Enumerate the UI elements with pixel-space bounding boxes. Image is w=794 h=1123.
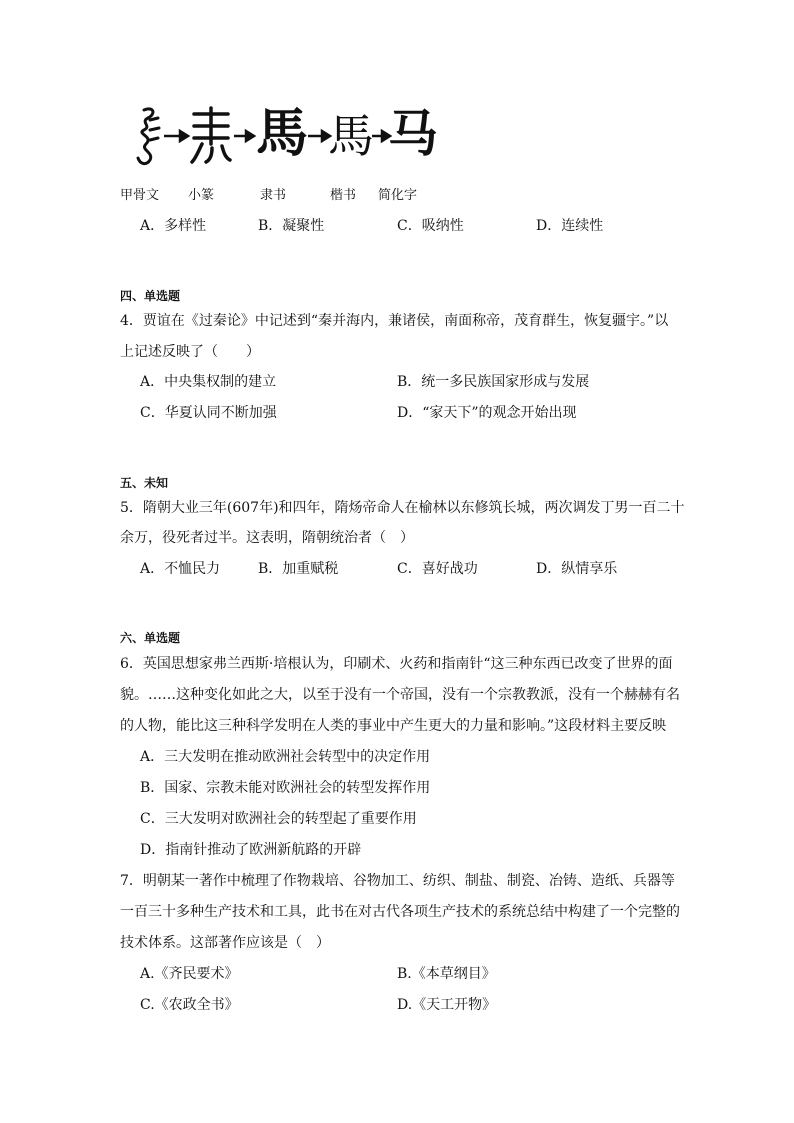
q3-option-d[interactable]: D．连续性 [536,218,604,234]
section-heading: 五、未知 [120,476,169,490]
q4-option-c[interactable]: C．华夏认同不断加强 [140,405,277,421]
q6-option-b[interactable]: B．国家、宗教未能对欧洲社会的转型发挥作用 [140,780,431,796]
simplified-char: 马 [388,104,438,163]
q7-stem-line: 一百三十多种生产技术和工具，此书在对古代各项生产技术的系统总结中构建了一个完整的 [120,904,680,920]
regular-script-char: 馬 [328,109,374,163]
q5-option-b[interactable]: B．加重赋税 [258,561,339,577]
q5-option-d[interactable]: D．纵情享乐 [536,561,618,577]
q7-option-d[interactable]: D.《天工开物》 [397,997,497,1013]
q4-stem-line: 上记述反映了（ ） [120,344,260,360]
q7-stem-line: 技术体系。这部著作应该是（ ） [120,935,330,951]
glyph-label: 隶书 [260,188,287,203]
glyph-label: 甲骨文 [120,188,160,203]
q5-stem-line: 5．隋朝大业三年(607年)和四年，隋炀帝命人在榆林以东修筑长城，两次调发丁男一百二十 [120,500,685,516]
q6-stem-line: 貌。……这种变化如此之大，以至于没有一个帝国，没有一个宗教教派，没有一个赫赫有名 [120,687,680,703]
q6-option-a[interactable]: A．三大发明在推动欧洲社会转型中的决定作用 [140,749,431,765]
q3-option-c[interactable]: C．吸纳性 [397,218,464,234]
q7-option-c[interactable]: C.《农政全书》 [140,997,239,1013]
q7-stem-line: 7．明朝某一著作中梳理了作物栽培、谷物加工、纺织、制盐、制瓷、冶铸、造纸、兵器等 [120,873,675,889]
q6-stem-line: 6．英国思想家弗兰西斯·培根认为，印刷术、火药和指南针“这三种东西已改变了世界的面 [120,656,673,672]
glyph-label: 楷书 [330,188,357,203]
q5-option-a[interactable]: A．不恤民力 [140,561,221,577]
section-heading: 四、单选题 [120,289,181,303]
q5-option-c[interactable]: C．喜好战功 [397,561,478,577]
q4-stem-line: 4．贾谊在《过秦论》中记述到“秦并海内，兼诸侯，南面称帝，茂育群生，恢复疆宇。”以 [120,313,669,329]
horse-character-evolution-figure [132,100,438,172]
q4-option-b[interactable]: B．统一多民族国家形成与发展 [397,374,590,390]
q5-stem-line: 余万，役死者过半。这表明，隋朝统治者（ ） [120,530,414,546]
q3-option-a[interactable]: A．多样性 [140,218,207,234]
q7-option-b[interactable]: B.《本草纲目》 [397,966,496,982]
glyph-label: 小篆 [188,188,215,203]
q3-option-b[interactable]: B．凝聚性 [258,218,325,234]
clerical-script-char: 馬 [256,103,309,164]
section-heading: 六、单选题 [120,631,181,645]
glyph-label: 简化字 [378,188,418,203]
q4-option-a[interactable]: A．中央集权制的建立 [140,374,277,390]
q4-option-d[interactable]: D．“家天下”的观念开始出现 [397,405,577,421]
q6-option-c[interactable]: C．三大发明对欧洲社会的转型起了重要作用 [140,811,417,827]
glyph-labels-row [120,186,440,206]
q6-option-d[interactable]: D．指南针推动了欧洲新航路的开辟 [140,842,362,858]
q7-option-a[interactable]: A.《齐民要术》 [140,966,239,982]
q6-stem-line: 的人物，能比这三种科学发明在人类的事业中产生更大的力量和影响。”这段材料主要反映 [120,718,667,734]
